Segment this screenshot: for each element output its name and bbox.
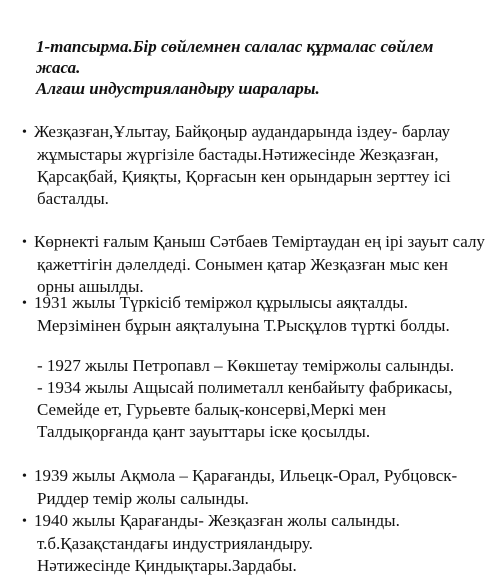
bullet-line: • 1939 жылы Ақмола – Қарағанды, Ильецк-Орал, Рубцовск- (22, 465, 492, 488)
bullet-line: • Жезқазған,Ұлытау, Байқоңыр аудандарында іздеу- барлау (22, 121, 492, 144)
task-subtitle: Алғаш индустрияландыру шаралары. (36, 79, 320, 98)
bullet-item (22, 292, 492, 337)
bullet-icon: • (22, 469, 27, 484)
bullet-line: қажеттігін дәлелдеді. Сонымен қатар Жезқазған мыс кен (37, 255, 449, 274)
dash-list (37, 355, 497, 443)
bullet-item (22, 465, 492, 510)
bullet-line: жұмыстары жүргізіле бастады.Нәтижесінде Жезқазған, (37, 145, 439, 164)
bullet-line: басталды. (37, 189, 109, 208)
dash-line: Семейде ет, Гурьевте балық-консервi,Меркі мен (37, 400, 386, 419)
task-title-line: 1-тапсырма.Бір сөйлемнен салалас құрмалас сөйлем (36, 37, 434, 56)
dash-line: - 1927 жылы Петропавл – Көкшетау теміржолы салынды. (37, 356, 455, 375)
bullet-line: Мерзімінен бұрын аяқталуына Т.Рысқұлов түрткі болды. (37, 316, 450, 335)
bullet-item (22, 231, 492, 298)
bullet-line: • Көрнекті ғалым Қаныш Сәтбаев Теміртаудан ең ірі зауыт салу (22, 231, 492, 254)
bullet-line: • 1940 жылы Қарағанды- Жезқазған жолы салынды. (22, 510, 492, 533)
bullet-line: орны ашылды. (37, 277, 144, 296)
bullet-line: т.б.Қазақстандағы индустрияландыру. (37, 534, 313, 553)
bullet-icon: • (22, 296, 27, 311)
bullet-line: • 1931 жылы Түркісіб теміржол құрылысы аяқталды. (22, 292, 492, 315)
bullet-line: Қарсақбай, Қияқты, Қорғасын кен орындарын зерттеу ісі (37, 167, 451, 186)
bullet-item (22, 510, 492, 577)
dash-line: Талдықорғанда қант зауыттары іске қосылды. (37, 422, 371, 441)
bullet-item (22, 121, 492, 210)
task-heading (36, 36, 466, 99)
bullet-line: Риддер темір жолы салынды. (37, 489, 249, 508)
bullet-line: Нәтижесінде Қиндықтары.Зардабы. (37, 556, 297, 575)
bullet-icon: • (22, 125, 27, 140)
bullet-icon: • (22, 235, 27, 250)
dash-line: - 1934 жылы Ащысай полиметалл кенбайыту фабрикасы, (37, 378, 453, 397)
bullet-icon: • (22, 514, 27, 529)
task-title-line: жаса. (36, 58, 81, 77)
